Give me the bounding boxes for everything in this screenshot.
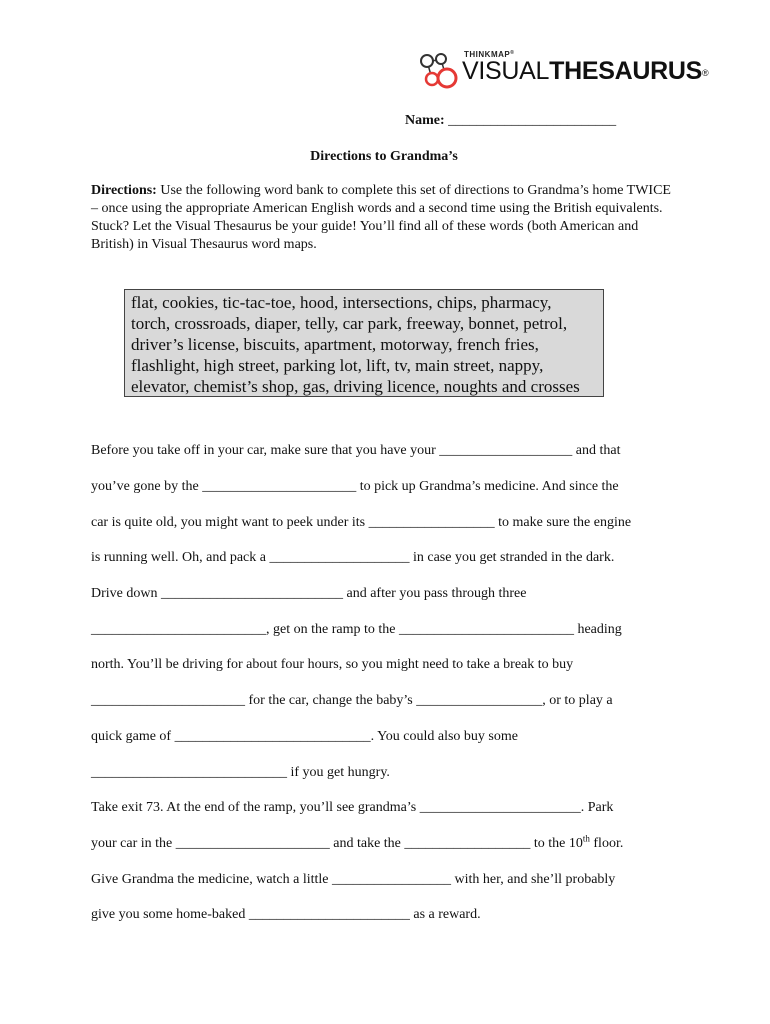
word-bank-line: torch, crossroads, diaper, telly, car park, freeway, bonnet, petrol, (131, 314, 568, 333)
story-line-7: north. You’ll be driving for about four hours, so you might need to take a break to buy (91, 657, 574, 672)
molecule-logo-icon (418, 46, 466, 104)
name-blank: ________________________ (448, 113, 617, 128)
story-line-11: Take exit 73. At the end of the ramp, you’ll see grandma’s _______________________. Park (91, 800, 614, 815)
word-bank-box (124, 289, 604, 397)
story-line-9: quick game of ____________________________. You could also buy some (91, 729, 518, 744)
story-line-6: _________________________, get on the ramp to the _________________________ heading (91, 622, 622, 637)
directions-label: Directions: (91, 183, 157, 198)
visual-thesaurus-wordmark: VISUALTHESAURUS® (462, 57, 709, 85)
story-line-8: ______________________ for the car, change the baby’s __________________, or to play a (91, 693, 613, 708)
thinkmap-label: THINKMAP® (464, 50, 515, 59)
name-label: Name: (405, 113, 445, 128)
directions-paragraph (91, 182, 681, 254)
word-bank-line: flat, cookies, tic-tac-toe, hood, intersections, chips, pharmacy, (131, 293, 552, 312)
story-line-10: ____________________________ if you get hungry. (91, 765, 390, 780)
page-title: Directions to Grandma’s (310, 149, 458, 164)
word-bank-line: driver’s license, biscuits, apartment, motorway, french fries, (131, 335, 539, 354)
word-bank-line: flashlight, high street, parking lot, lift, tv, main street, nappy, (131, 356, 544, 375)
story-line-1: Before you take off in your car, make sure that you have your ___________________ and that (91, 443, 621, 458)
name-field-line (405, 113, 616, 129)
story-line-13: Give Grandma the medicine, watch a little _________________ with her, and she’ll probably (91, 872, 616, 887)
word-bank-line: elevator, chemist’s shop, gas, driving licence, noughts and crosses (131, 377, 580, 396)
ordinal-suffix: th (582, 833, 590, 844)
story-line-14: give you some home-baked _______________________ as a reward. (91, 907, 481, 922)
visual-thesaurus-logo (418, 46, 723, 104)
story-line-2: you’ve gone by the ______________________ to pick up Grandma’s medicine. And since the (91, 479, 619, 494)
story-line-3: car is quite old, you might want to peek under its __________________ to make sure the engine (91, 515, 632, 530)
directions-text: Use the following word bank to complete this set of directions to Grandma’s home TWICE – once using the appropriate American English words and a second time using the British equivalents. Stuck? Let the Visual Thesaurus be your guide! You’ll find all of these words (both American and British) in Visual Thesaurus word maps. (91, 183, 671, 252)
story-line-12: your car in the ______________________ and take the __________________ to the 10th floor. (91, 833, 624, 851)
story-line-4: is running well. Oh, and pack a ____________________ in case you get stranded in the dark. (91, 550, 615, 565)
story-line-5: Drive down __________________________ and after you pass through three (91, 586, 527, 601)
